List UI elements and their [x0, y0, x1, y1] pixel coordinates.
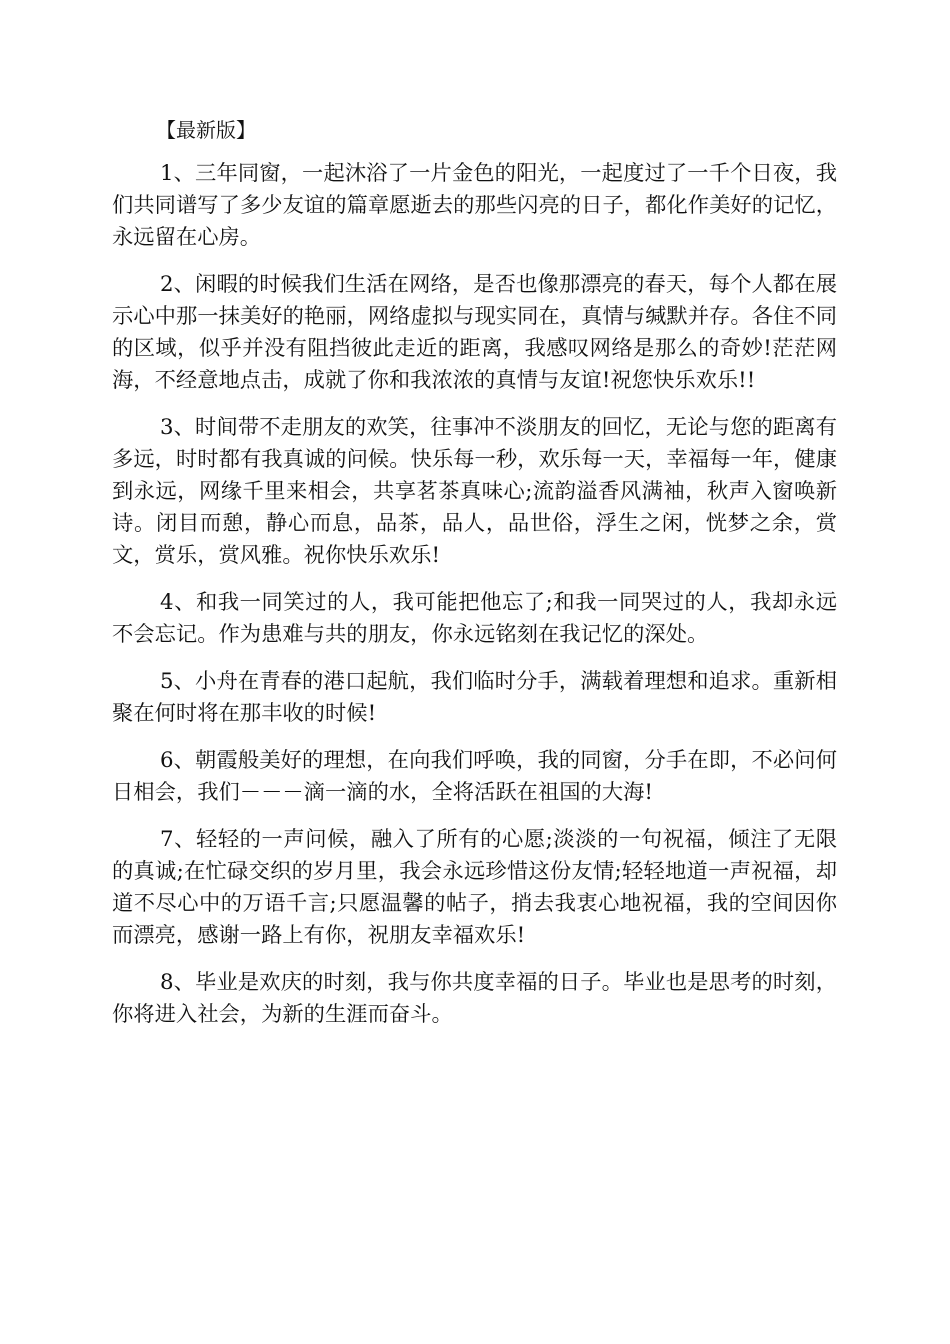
paragraph-5: 5、小舟在青春的港口起航，我们临时分手，满载着理想和追求。重新相聚在何时将在那丰收的时候!: [112, 669, 837, 726]
paragraph-7: 7、轻轻的一声问候，融入了所有的心愿;淡淡的一句祝福，倾注了无限的真诚;在忙碌交织的岁月里，我会永远珍惜这份友情;轻轻地道一声祝福，却道不尽心中的万语千言;只愿温馨的帖子，捎去我衷心地祝福，我的空间因你而漂亮，感谢一路上有你，祝朋友幸福欢乐!: [112, 827, 837, 948]
paragraph-2: 2、闲暇的时候我们生活在网络，是否也像那漂亮的春天，每个人都在展示心中那一抹美好的艳丽，网络虚拟与现实同在，真情与缄默并存。各住不同的区域，似乎并没有阻挡彼此走近的距离，我感叹网络是那么的奇妙!茫茫网海，不经意地点击，成就了你和我浓浓的真情与友谊!祝您快乐欢乐!!: [112, 272, 837, 393]
paragraph-3: 3、时间带不走朋友的欢笑，往事冲不淡朋友的回忆，无论与您的距离有多远，时时都有我真诚的问候。快乐每一秒，欢乐每一天，幸福每一年，健康到永远，网缘千里来相会，共享茗茶真味心;流韵溢香风满袖，秋声入窗唤新诗。闭目而憩，静心而息，品茶，品人，品世俗，浮生之闲，恍梦之余，赏文，赏乐，赏风雅。祝你快乐欢乐!: [112, 415, 837, 568]
document-body: [112, 112, 837, 1046]
document-heading: 【最新版】: [156, 118, 256, 142]
paragraph-6: 6、朝霞般美好的理想，在向我们呼唤，我的同窗，分手在即，不必问何日相会，我们－－－滴一滴的水，全将活跃在祖国的大海!: [112, 748, 837, 805]
paragraph-8: 8、毕业是欢庆的时刻，我与你共度幸福的日子。毕业也是思考的时刻，你将进入社会，为新的生涯而奋斗。: [112, 970, 837, 1027]
paragraph-1: 1、三年同窗，一起沐浴了一片金色的阳光，一起度过了一千个日夜，我们共同谱写了多少友谊的篇章愿逝去的那些闪亮的日子，都化作美好的记忆，永远留在心房。: [112, 161, 837, 250]
paragraph-4: 4、和我一同笑过的人，我可能把他忘了;和我一同哭过的人，我却永远不会忘记。作为患难与共的朋友，你永远铭刻在我记忆的深处。: [112, 590, 837, 647]
